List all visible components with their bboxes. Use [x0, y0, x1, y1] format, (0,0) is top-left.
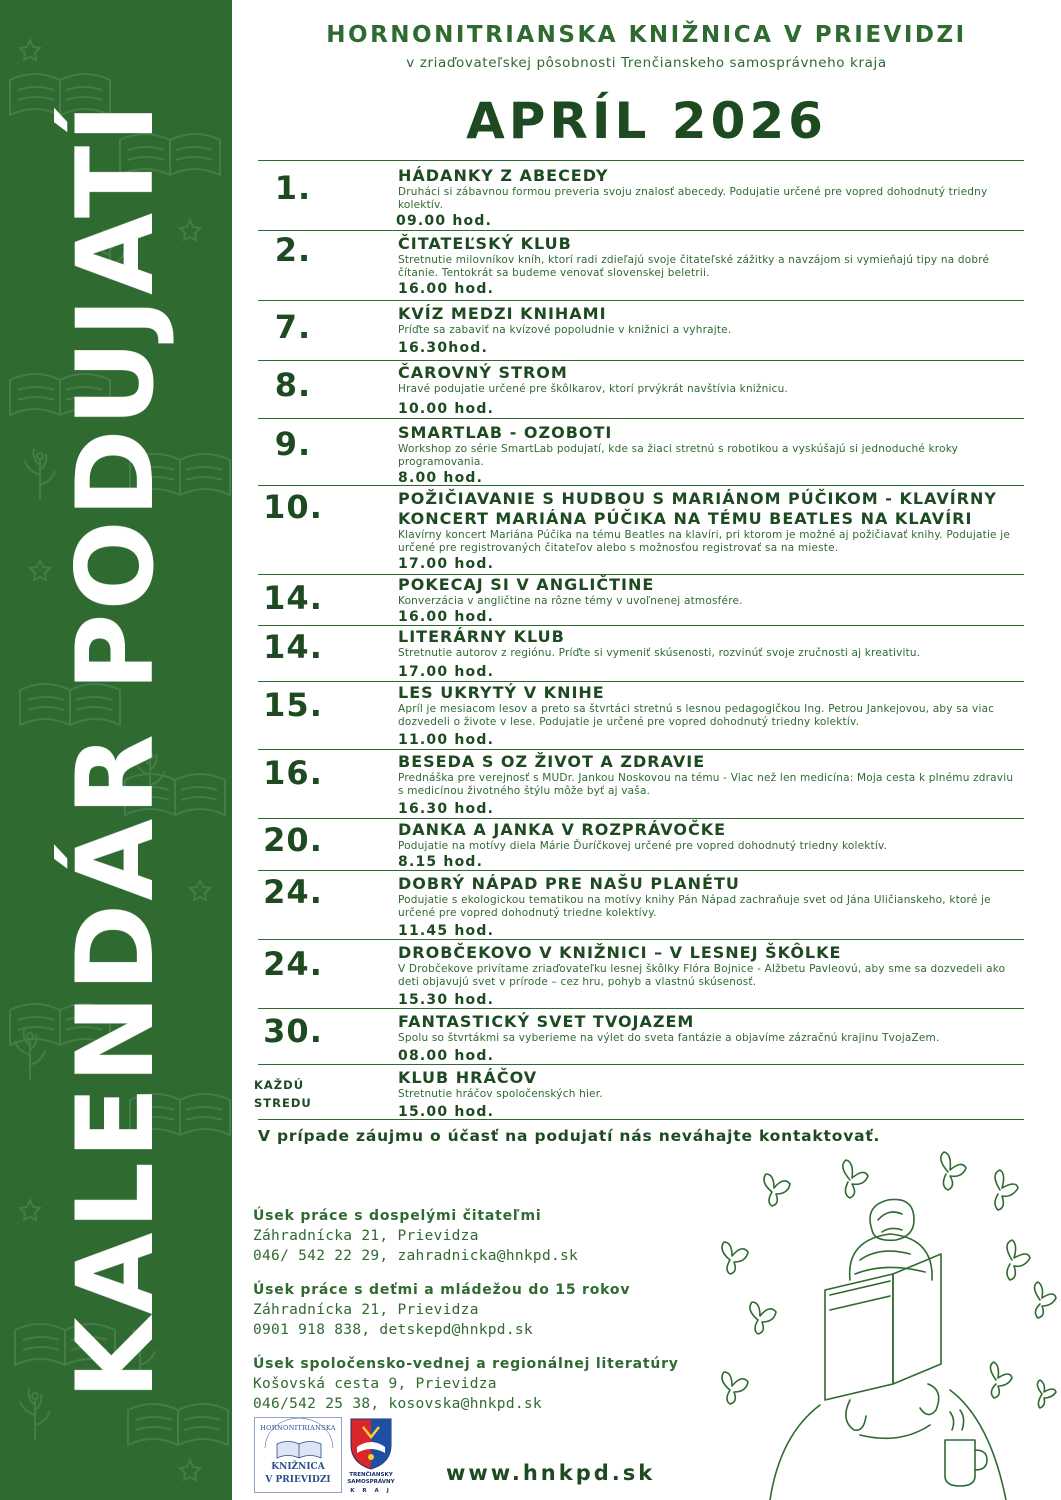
contact-block — [253, 1206, 713, 1266]
kraj-logo-line2: SAMOSPRÁVNY — [347, 1479, 395, 1485]
event-day: 30. — [263, 1012, 323, 1050]
event-day: 8. — [274, 366, 312, 404]
event-description: Workshop zo série SmartLab podujatí, kde sa žiaci stretnú s robotikou a vyskúšajú si jednoduché kroky programovania. — [398, 443, 959, 468]
event-description: Konverzácia v angličtine na rôzne témy v uvoľnenej atmosfére. — [398, 595, 743, 607]
event-row — [258, 870, 1024, 939]
event-time: 16.00 hod. — [398, 609, 495, 625]
event-row — [258, 749, 1024, 818]
event-day: 24. — [263, 945, 323, 983]
event-time: 8.00 hod. — [398, 470, 484, 486]
event-row — [258, 681, 1024, 749]
contact-heading: Úsek práce s deťmi a mládežou do 15 rokov — [253, 1282, 631, 1298]
event-description: Druháci si zábavnou formou preveria svoju znalosť abecedy. Podujatie určené pre vopred dohodnutý triedny kolektív. — [398, 186, 988, 211]
contact-heading: Úsek práce s dospelými čitateľmi — [253, 1208, 542, 1224]
event-title: KLUB HRÁČOV — [398, 1068, 538, 1087]
event-row — [258, 625, 1024, 681]
event-row — [258, 360, 1024, 418]
event-day: 20. — [263, 821, 323, 859]
event-title: SMARTLAB - OZOBOTI — [398, 423, 613, 442]
contact-block — [253, 1354, 713, 1414]
event-day: 7. — [274, 308, 312, 346]
organization-subtitle: v zriaďovateľskej pôsobnosti Trenčianskeho samosprávneho kraja — [406, 55, 887, 71]
event-row — [258, 939, 1024, 1008]
event-title: KVÍZ MEDZI KNIHAMI — [398, 304, 607, 323]
event-day: 2. — [274, 231, 312, 269]
event-row — [258, 418, 1024, 485]
event-row — [258, 818, 1024, 870]
event-description: Stretnutie hráčov spoločenských hier. — [398, 1088, 603, 1100]
library-logo — [254, 1417, 342, 1493]
butterfly-icon — [722, 1152, 1056, 1408]
event-title: POKECAJ SI V ANGLIČTINE — [398, 575, 655, 594]
event-day: 16. — [263, 754, 323, 792]
event-description: Podujatie s ekologickou tematikou na motívy knihy Pán Nápad zachraňuje svet od Jána Uličianskeho, ktoré je určené pre vopred dohodnutý triedne kolektívy. — [398, 894, 991, 919]
event-row — [258, 160, 1024, 230]
event-time: 16.00 hod. — [398, 281, 495, 297]
event-description: V Drobčekove privítame zriaďovateľku lesnej škôlky Flóra Bojnice - Alžbetu Pavleovú, aby sme sa dozvedeli ako deti objavujú svet v prírode – cez hru, pohyb a vlastnú skúsenosť. — [398, 963, 1006, 988]
library-logo-line3: V PRIEVIDZI — [265, 1475, 331, 1485]
event-title: FANTASTICKÝ SVET TVOJAZEM — [398, 1012, 695, 1031]
event-title: ČAROVNÝ STROM — [398, 363, 568, 382]
event-day: 15. — [263, 686, 323, 724]
event-time: 15.00 hod. — [398, 1104, 495, 1120]
event-time: 08.00 hod. — [398, 1048, 495, 1064]
event-day — [254, 1077, 334, 1113]
organization-name: HORNONITRIANSKA KNIŽNICA V PRIEVIDZI — [326, 22, 967, 48]
event-description: Klavírny koncert Mariána Púčika na tému Beatles na klavíri, pri ktorom je možné aj požičiavať knihy. Podujatie je určené pre registrovaných čitateľov alebo s možnosťou registrovať sa na mieste. — [398, 529, 1011, 554]
contact-address: Záhradnícka 21, Prievidza — [253, 1302, 479, 1318]
sidebar-title: KALENDÁR PODUJATÍ — [54, 100, 177, 1400]
event-description: Prednáška pre verejnosť s MUDr. Jankou Noskovou na tému - Viac než len medicína: Moja cesta k plnému zdraviu s medicínou životného štýlu môže byť aj vaša. — [398, 772, 1014, 797]
event-description: Stretnutie autorov z regiónu. Príďte si vymeniť skúsenosti, rozvinúť svoje zručnosti aj kreativitu. — [398, 647, 921, 659]
contact-phone-email: 0901 918 838, detskepd@hnkpd.sk — [253, 1322, 533, 1338]
event-time: 8.15 hod. — [398, 854, 484, 870]
event-title: ČITATEĽSKÝ KLUB — [398, 234, 572, 253]
event-time: 17.00 hod. — [398, 556, 495, 572]
event-time: 11.00 hod. — [398, 732, 495, 748]
contact-block — [253, 1280, 713, 1340]
event-description: Príďte sa zabaviť na kvízové popoludnie v knižnici a vyhrajte. — [398, 324, 732, 336]
event-title: DROBČEKOVO V KNIŽNICI – V LESNEJ ŠKÔLKE — [398, 943, 842, 962]
event-description: Stretnutie milovníkov kníh, ktorí radi zdieľajú svoje čitateľské zážitky a navzájom si vymieňajú tipy na dobré čítanie. Tentokrát sa budeme venovať slovenskej beletrii. — [398, 254, 990, 279]
event-time: 09.00 hod. — [396, 213, 493, 229]
event-time: 16.30 hod. — [398, 801, 495, 817]
event-time: 15.30 hod. — [398, 992, 495, 1008]
kraj-logo-line1: TRENČIANSKY — [349, 1472, 393, 1478]
website-link[interactable]: www.hnkpd.sk — [446, 1461, 656, 1485]
event-row — [258, 230, 1024, 300]
event-row — [254, 1064, 1024, 1120]
event-title: DANKA A JANKA V ROZPRÁVOČKE — [398, 820, 727, 839]
library-logo-line2: KNIŽNICA — [271, 1462, 325, 1472]
event-description: Hravé podujatie určené pre škôlkarov, ktorí prvýkrát navštívia knižnicu. — [398, 383, 788, 395]
girl-reading-illustration — [700, 1150, 1061, 1500]
event-time: 11.45 hod. — [398, 923, 495, 939]
event-title: POŽIČIAVANIE S HUDBOU S MARIÁNOM PÚČIKOM - KLAVÍRNY KONCERT MARIÁNA PÚČIKA NA TÉMU BEATLES NA KLAVÍRI — [398, 489, 997, 528]
kraj-logo-line3: K R A J — [350, 1488, 392, 1494]
event-time: 17.00 hod. — [398, 664, 495, 680]
event-title: LITERÁRNY KLUB — [398, 627, 565, 646]
contact-phone-email: 046/542 25 38, kosovska@hnkpd.sk — [253, 1396, 542, 1412]
event-row — [258, 300, 1024, 360]
event-description: Podujatie na motívy diela Márie Ďuríčkovej určené pre vopred dohodnutý triedny kolektív. — [398, 840, 888, 852]
event-day: 1. — [274, 169, 312, 207]
event-day: 24. — [263, 873, 323, 911]
event-day: 9. — [274, 425, 312, 463]
event-title: LES UKRYTÝ V KNIHE — [398, 683, 605, 702]
contact-address: Záhradnícka 21, Prievidza — [253, 1228, 479, 1244]
coat-of-arms-icon — [349, 1417, 393, 1471]
event-day: 14. — [263, 579, 323, 617]
event-time: 16.30hod. — [398, 340, 489, 356]
event-title: HÁDANKY Z ABECEDY — [398, 166, 609, 185]
event-day: 10. — [263, 488, 323, 526]
event-title: BESEDA S OZ ŽIVOT A ZDRAVIE — [398, 752, 706, 771]
contact-heading: Úsek spoločensko-vednej a regionálnej literatúry — [253, 1356, 679, 1372]
event-row — [258, 574, 1024, 625]
kraj-coat-of-arms — [346, 1417, 396, 1497]
contact-address: Košovská cesta 9, Prievidza — [253, 1376, 497, 1392]
month-title: APRÍL 2026 — [466, 92, 827, 150]
event-day-line: STREDU — [254, 1095, 312, 1110]
event-time: 10.00 hod. — [398, 401, 495, 417]
event-description: Apríl je mesiacom lesov a preto sa štvrtáci stretnú s lesnou pedagogičkou Ing. Petrou Jankejovou, aby sa viac dozvedeli o živote v lese. Podujatie je určené pre vopred dohodnutý triedny kolektív. — [398, 703, 995, 728]
event-day: 14. — [263, 628, 323, 666]
event-day-line: KAŽDÚ — [254, 1078, 305, 1092]
event-row — [258, 1008, 1024, 1064]
event-description: Spolu so štvrtákmi sa vyberieme na výlet do sveta fantázie a objavíme zázračnú krajinu TvojaZem. — [398, 1032, 940, 1044]
event-title: DOBRÝ NÁPAD PRE NAŠU PLANÉTU — [398, 874, 740, 893]
sidebar — [0, 0, 232, 1500]
contacts-section — [253, 1206, 713, 1428]
library-logo-line1: HORNONITRIANSKA — [260, 1424, 336, 1432]
contact-phone-email: 046/ 542 22 29, zahradnicka@hnkpd.sk — [253, 1248, 579, 1264]
contact-note: V prípade záujmu o účasť na podujatí nás neváhajte kontaktovať. — [258, 1127, 881, 1145]
event-row — [258, 485, 1024, 574]
